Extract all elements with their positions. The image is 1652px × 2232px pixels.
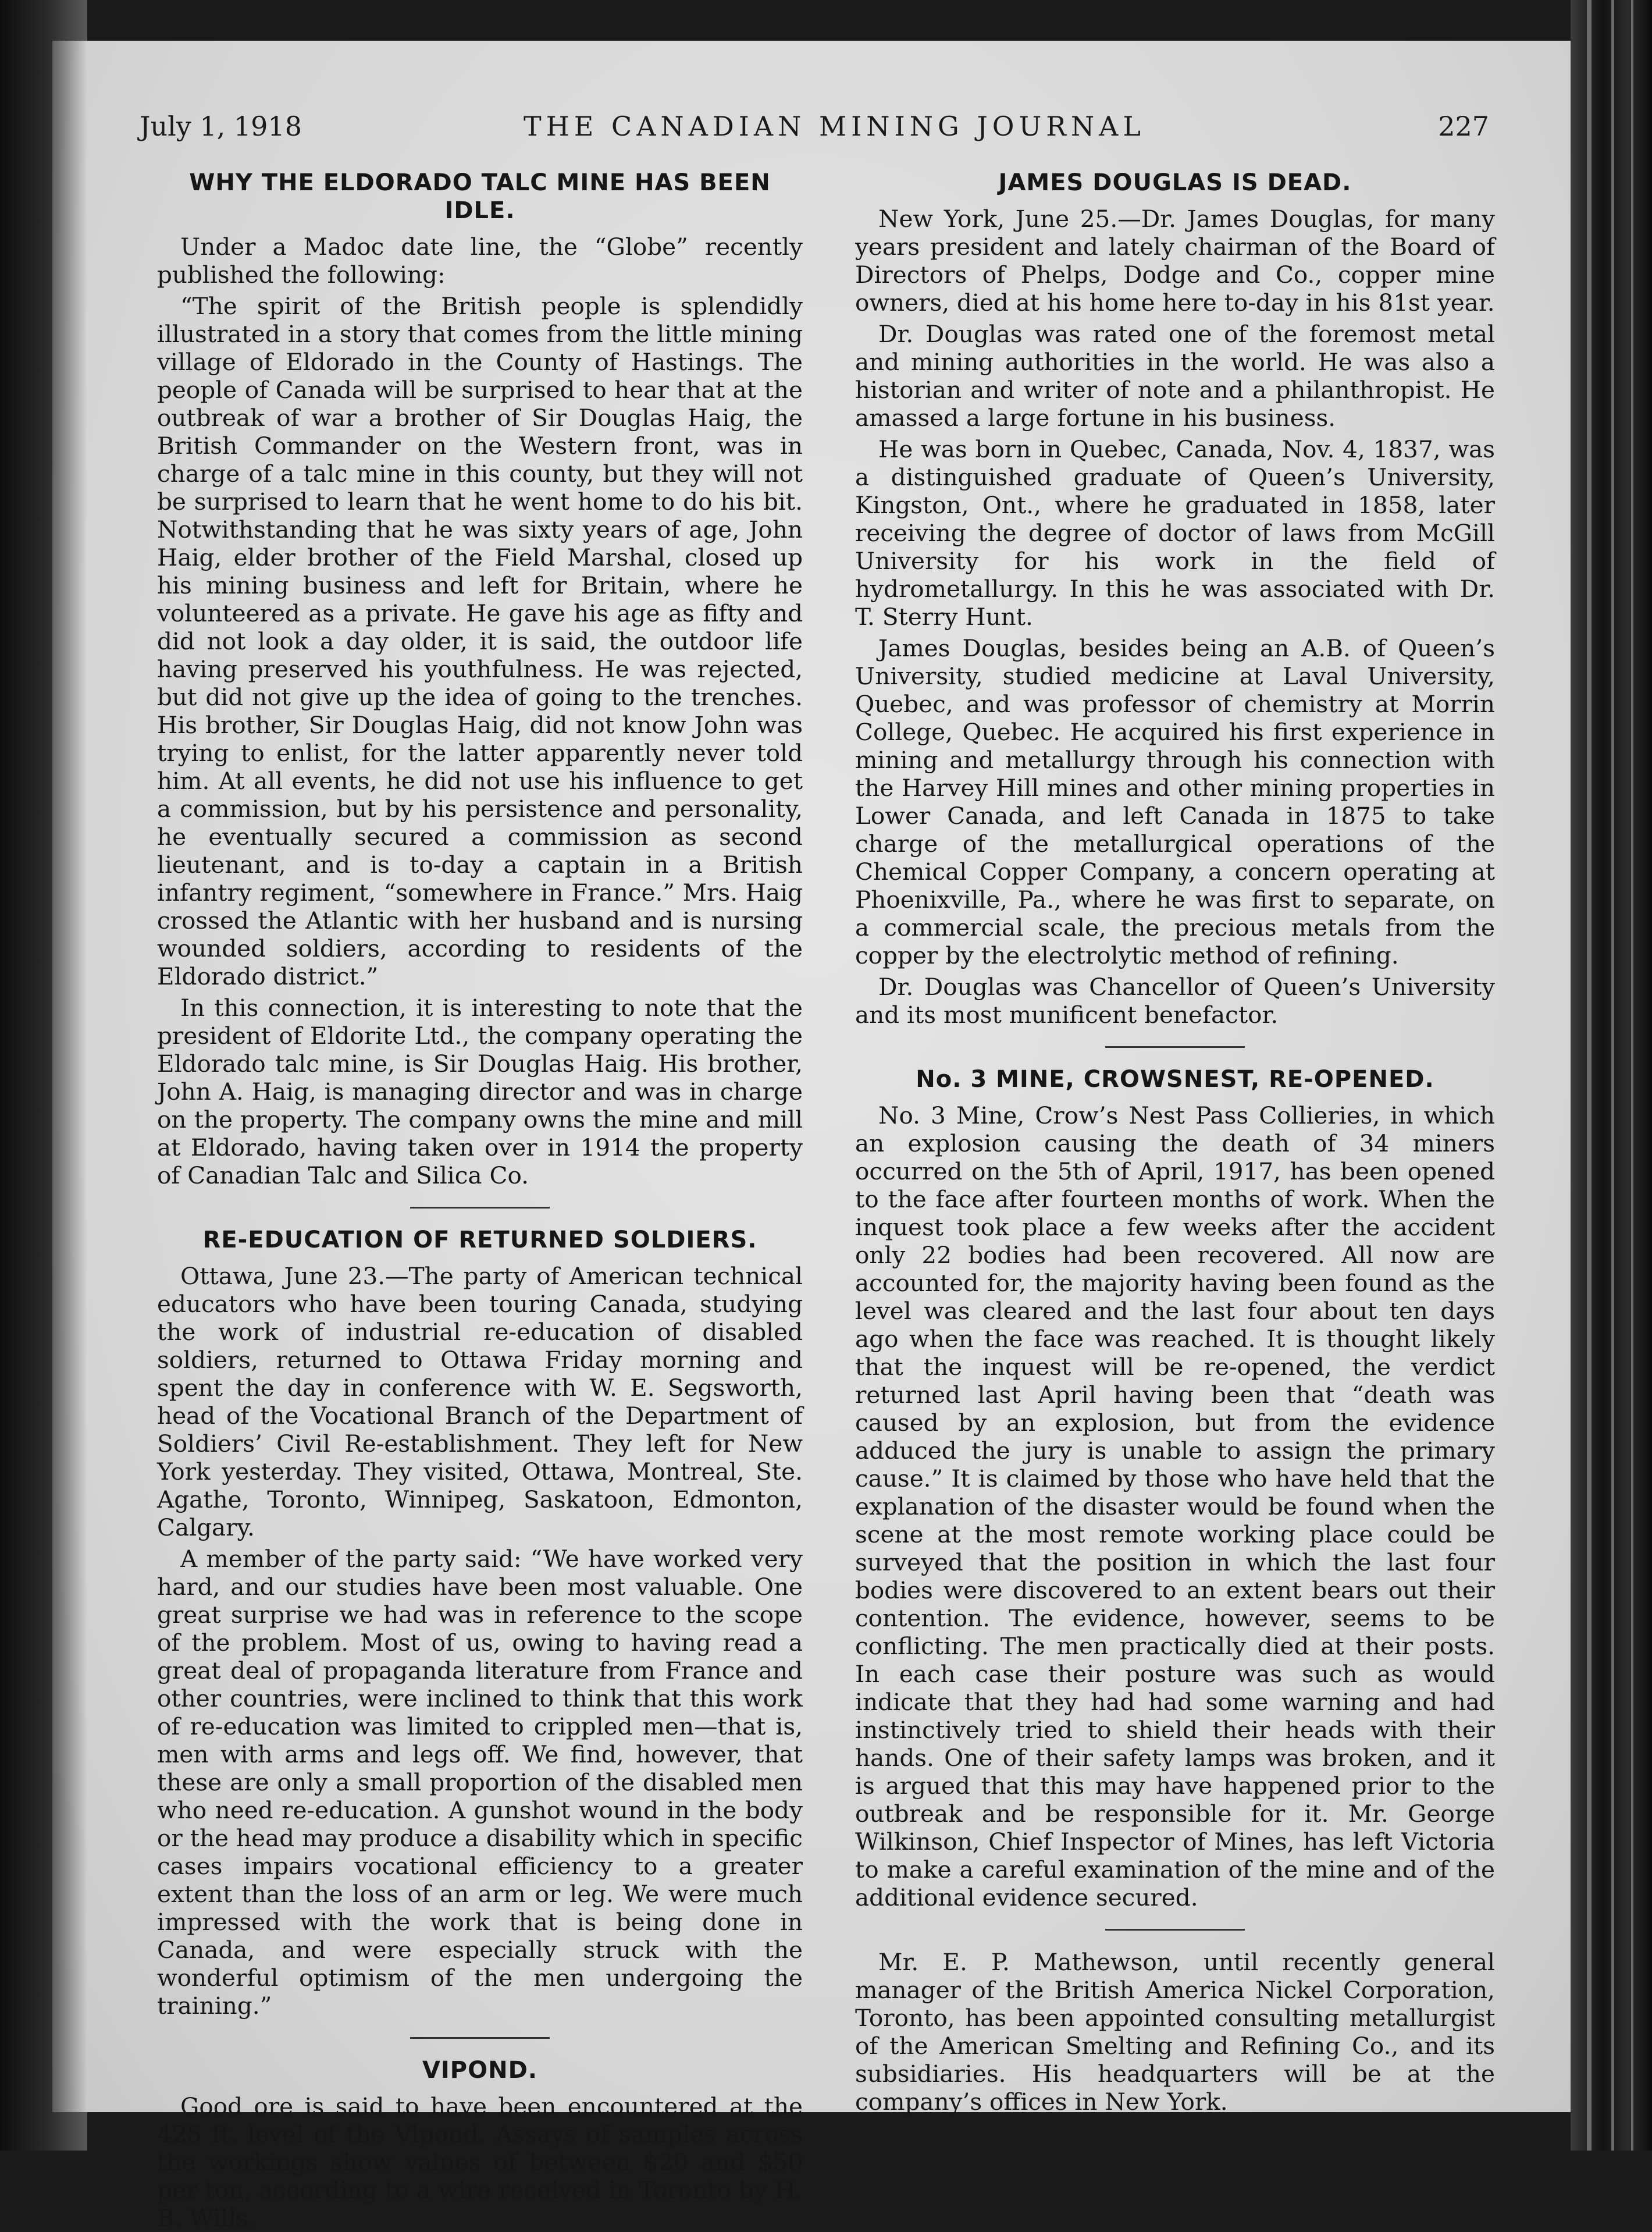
article-title: VIPOND.: [422, 2057, 538, 2084]
article-douglas: [855, 169, 1495, 1029]
article-title: RE-EDUCATION OF RETURNED SOLDIERS.: [202, 1227, 757, 1253]
article-mathewson: [855, 1948, 1495, 2116]
page-fold-shadow: [52, 41, 87, 2112]
article-paragraph: Under a Madoc date line, the “Globe” recently published the following:: [157, 233, 803, 289]
article-title: WHY THE ELDORADO TALC MINE HAS BEEN IDLE.: [189, 169, 771, 224]
article-vipond: [157, 2056, 803, 2232]
section-divider: [1105, 1046, 1245, 1048]
binding-stripe: [1631, 0, 1633, 2151]
binding-stripe: [1611, 0, 1614, 2151]
section-divider: [410, 1207, 550, 1209]
article-paragraph: In this connection, it is interesting to note that the president of Eldorite Ltd., the company operating the Eldorado talc mine, is Sir Douglas Haig. His brother, John A. Haig, is managing director and was in charge on the property. The company owns the mine and mill at Eldorado, having taken over in 1914 the property of Canadian Talc and Silica Co.: [157, 994, 803, 1189]
article-paragraph: New York, June 25.—Dr. James Douglas, for many years president and lately chairman of the Board of Directors of Phelps, Dodge and Co., copper mine owners, died at his home here to-day in his 81st year.: [855, 205, 1495, 317]
right-column: [855, 169, 1495, 2116]
article-paragraph: Dr. Douglas was rated one of the foremost metal and mining authorities in the world. He was also a historian and writer of note and a philanthropist. He amassed a large fortune in his business.: [855, 320, 1495, 432]
article-paragraph: Good ore is said to have been encountered at the 425 ft. level of the Vipond. Assays of samples across the workings show values of between $20 and $50 per ton, according to a wire received in Toronto by H. B. Wills.: [157, 2092, 803, 2232]
article-crowsnest: [855, 1065, 1495, 1911]
article-reeducation: [157, 1226, 803, 2020]
running-header: [140, 111, 1489, 151]
article-paragraph: He was born in Quebec, Canada, Nov. 4, 1837, was a distinguished graduate of Queen’s University, Kingston, Ont., where he graduated in 1858, later receiving the degree of doctor of laws from McGill University for his work in the field of hydrometallurgy. In this he was associated with Dr. T. Sterry Hunt.: [855, 435, 1495, 631]
article-paragraph: “The spirit of the British people is splendidly illustrated in a story that comes from the little mining village of Eldorado in the County of Hastings. The people of Canada will be surprised to hear that at the outbreak of war a brother of Sir Douglas Haig, the British Commander on the Western front, was in charge of a talc mine in this county, but they will not be surprised to learn that he went home to do his bit. Notwithstanding that he was sixty years of age, John Haig, elder brother of the Field Marshal, closed up his mining business and left for Britain, where he volunteered as a private. He gave his age as fifty and did not look a day older, it is said, the outdoor life having preserved his youthfulness. He was rejected, but did not give up the idea of going to the trenches. His brother, Sir Douglas Haig, did not know John was trying to enlist, for the latter apparently never told him. At all events, he did not use his influence to get a commission, but by his persistence and personality, he eventually secured a commission as second lieutenant, and is to-day a captain in a British infantry regiment, “somewhere in France.” Mrs. Haig crossed the Atlantic with her husband and is nursing wounded soldiers, according to residents of the Eldorado district.”: [157, 292, 803, 990]
section-divider: [410, 2037, 550, 2039]
article-paragraph: A member of the party said: “We have worked very hard, and our studies have been most valuable. One great surprise we had was in reference to the scope of the problem. Most of us, owing to having read a great deal of propaganda literature from France and other countries, were inclined to think that this work of re-education was limited to crippled men—that is, men with arms and legs off. We find, however, that these are only a small proportion of the disabled men who need re-education. A gunshot wound in the body or the head may produce a disability which in specific cases impairs vocational efficiency to a greater extent than the loss of an arm or leg. We were much impressed with the work that is being done in Canada, and were especially struck with the wonderful optimism of the men undergoing the training.”: [157, 1545, 803, 2020]
book-binding: [1571, 0, 1652, 2151]
article-eldorado: [157, 169, 803, 1189]
binding-stripe: [1587, 0, 1592, 2151]
page-number: 227: [1438, 111, 1489, 142]
article-paragraph: Dr. Douglas was Chancellor of Queen’s University and its most munificent benefactor.: [855, 973, 1495, 1029]
issue-date: July 1, 1918: [140, 111, 302, 142]
article-title: JAMES DOUGLAS IS DEAD.: [998, 169, 1352, 196]
article-paragraph: James Douglas, besides being an A.B. of Queen’s University, studied medicine at Laval University, Quebec, and was professor of chemistry at Morrin College, Quebec. He acquired his first experience in mining and metallurgy through his connection with the Harvey Hill mines and other mining properties in Lower Canada, and left Canada in 1875 to take charge of the metallurgical operations of the Chemical Copper Company, a concern operating at Phoenixville, Pa., where he was first to separate, on a commercial scale, the precious metals from the copper by the electrolytic method of refining.: [855, 634, 1495, 969]
article-paragraph: Ottawa, June 23.—The party of American technical educators who have been touring Canada, studying the work of industrial re-education of disabled soldiers, returned to Ottawa Friday morning and spent the day in conference with W. E. Segsworth, head of the Vocational Branch of the Department of Soldiers’ Civil Re-establishment. They left for New York yesterday. They visited, Ottawa, Montreal, Ste. Agathe, Toronto, Winnipeg, Saskatoon, Edmonton, Calgary.: [157, 1262, 803, 1541]
article-paragraph: No. 3 Mine, Crow’s Nest Pass Collieries, in which an explosion causing the death of 34 miners occurred on the 5th of April, 1917, has been opened to the face after fourteen months of work. When the inquest took place a few weeks after the accident only 22 bodies had been recovered. All now are accounted for, the majority having been found as the level was cleared and the last four about ten days ago when the face was reached. It is thought likely that the inquest will be re-opened, the verdict returned last April having been that “death was caused by an explosion, but from the evidence adduced the jury is unable to assign the primary cause.” It is claimed by those who have held that the explanation of the disaster would be found when the scene at the most remote working place could be surveyed that the position in which the last four bodies were discovered to an extent bears out their contention. The evidence, however, seems to be conflicting. The men practically died at their posts. In each case their posture was such as would indicate that they had had some warning and had instinctively tried to shield their heads with their hands. One of their safety lamps was broken, and it is argued that this may have happened prior to the outbreak and be responsible for it. Mr. George Wilkinson, Chief Inspector of Mines, has left Victoria to make a careful examination of the mine and of the additional evidence secured.: [855, 1101, 1495, 1911]
article-title: No. 3 MINE, CROWSNEST, RE-OPENED.: [916, 1066, 1434, 1093]
section-divider: [1105, 1929, 1245, 1931]
article-paragraph: Mr. E. P. Mathewson, until recently general manager of the British America Nickel Corporation, Toronto, has been appointed consulting metallurgist of the American Smelting and Refining Co., and its subsidiaries. His headquarters will be at the company’s offices in New York.: [855, 1948, 1495, 2116]
journal-title: THE CANADIAN MINING JOURNAL: [524, 111, 1145, 142]
left-column: [157, 169, 803, 2232]
